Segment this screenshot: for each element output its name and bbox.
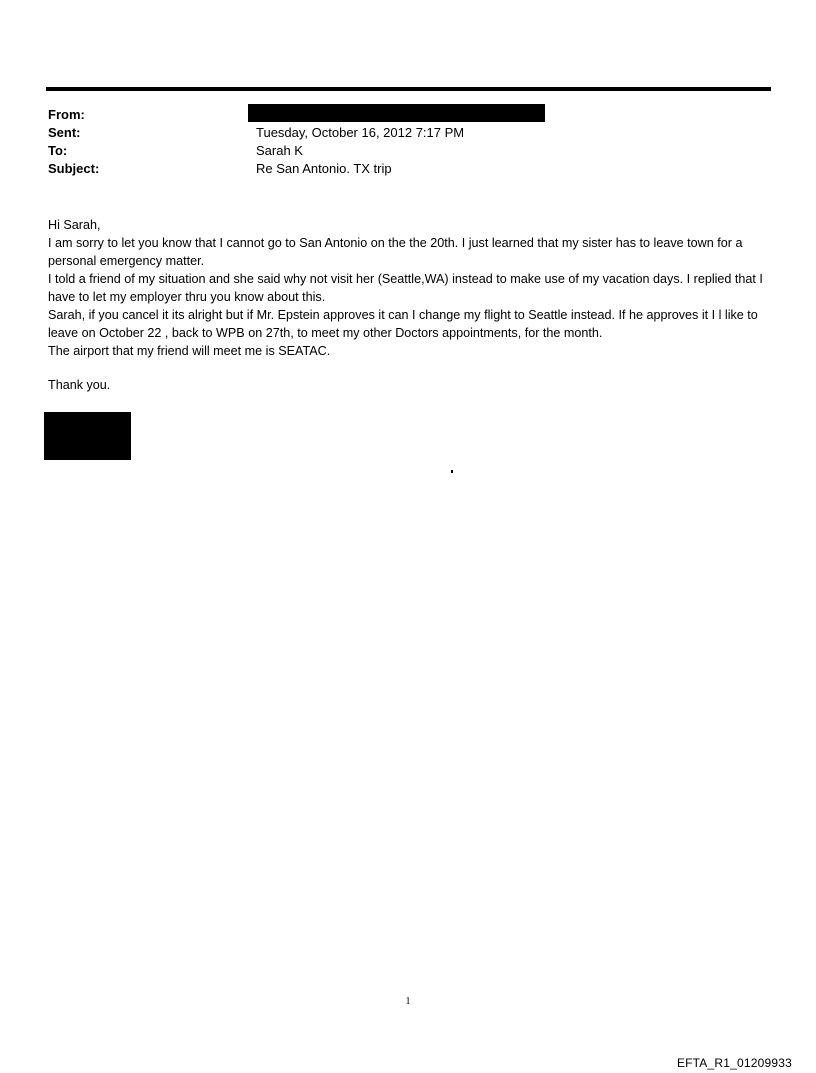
from-label: From:: [48, 107, 85, 122]
bates-number: EFTA_R1_01209933: [676, 1056, 792, 1070]
page-number: 1: [405, 996, 411, 1007]
sent-label: Sent:: [48, 125, 81, 140]
body-paragraph: I am sorry to let you know that I cannot go to San Antonio on the the 20th. I just learned that my sister has to leave town for a personal emergency matter.: [48, 236, 743, 268]
body-paragraph: The airport that my friend will meet me is SEATAC.: [48, 344, 331, 358]
signature-redaction-box: [44, 412, 131, 460]
subject-row: [48, 160, 768, 178]
subject-label: Subject:: [48, 161, 100, 176]
to-value: Sarah K: [256, 143, 303, 158]
closing: Thank you.: [48, 378, 111, 392]
scan-speck: [451, 470, 453, 473]
body-paragraph: I told a friend of my situation and she said why not visit her (Seattle,WA) instead to make use of my vacation days. I replied that I have to let my employer thru you know about this.: [48, 272, 763, 304]
header-divider: [46, 87, 771, 91]
greeting: Hi Sarah,: [48, 218, 101, 232]
body-paragraph: Sarah, if you cancel it its alright but if Mr. Epstein approves it can I change my flight to Seattle instead. If he approves it I l like to leave on October 22 , back to WPB on 27th, to meet my other Doctors appointments, for the month.: [48, 308, 758, 340]
sent-row: [48, 124, 768, 142]
email-body: [48, 216, 778, 394]
to-row: [48, 142, 768, 160]
to-label: To:: [48, 143, 68, 158]
sent-value: Tuesday, October 16, 2012 7:17 PM: [256, 125, 465, 140]
from-redaction-box: [248, 104, 545, 122]
subject-value: Re San Antonio. TX trip: [256, 161, 392, 176]
